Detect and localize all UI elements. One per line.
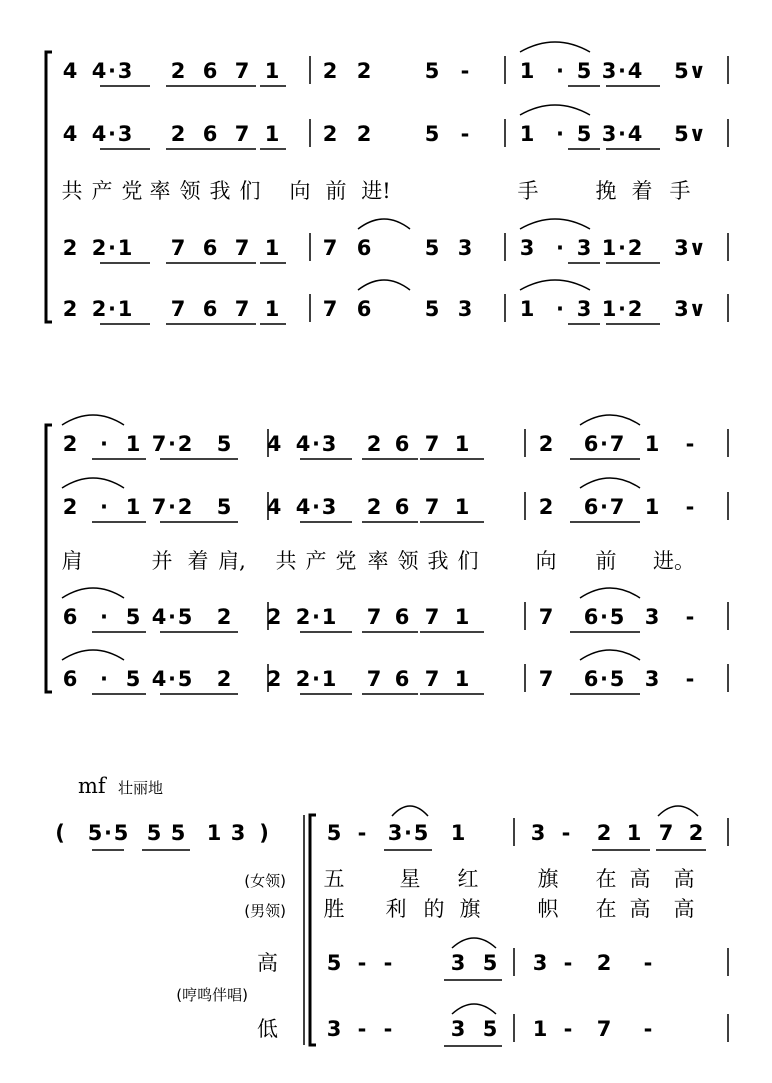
note-s1-r4-m3-dot: · [618, 236, 626, 260]
low-part-label: 低 [257, 1017, 278, 1041]
note-s2-r1-m3-dot: · [600, 432, 608, 456]
low-note: 3 [450, 1017, 466, 1041]
system-bracket [46, 425, 52, 692]
note-s1-r4-m1: 6 [202, 236, 218, 260]
note-s1-r4-m3: 3 [576, 236, 592, 260]
slur [358, 219, 410, 229]
note-s2-r2-m2: 1 [454, 495, 470, 519]
note-s1-r5-m2: 3 [457, 297, 473, 321]
note-s2-r2-m2: 4 [266, 495, 282, 519]
note-s2-r5-m3: 3 [644, 667, 660, 691]
lead-note-a: 3 [387, 821, 403, 845]
note-s1-r2-m1: 1 [264, 122, 280, 146]
low-note: - [357, 1017, 367, 1041]
note-s2-r5-m2: 2 [266, 667, 282, 691]
lyric-char: 的 [423, 897, 445, 921]
note-s2-r2-m2: 7 [424, 495, 440, 519]
lyric-char: 进! [361, 179, 391, 203]
intro-note: 3 [230, 821, 246, 845]
intro-note: 5 [146, 821, 162, 845]
note-s1-r5-m1: 7 [170, 297, 186, 321]
note-s2-r4-m1: 2 [216, 605, 232, 629]
note-s1-r4-m2: 3 [457, 236, 473, 260]
slur [520, 42, 590, 52]
intro-note-b: 5 [113, 821, 129, 845]
note-s1-r4-m1: 7 [170, 236, 186, 260]
note-s1-r5-m1-a: 2 [91, 297, 107, 321]
note-s1-r1-m1-dot: · [108, 59, 116, 83]
lyric-char: 五 [323, 867, 345, 891]
note-s2-r2-m1: 2 [62, 495, 78, 519]
note-s1-r4-m2: 5 [424, 236, 440, 260]
note-s2-r2-m2-dot: · [312, 495, 320, 519]
note-s2-r5-m1-a: 4 [151, 667, 167, 691]
note-s2-r4-m3-dot: · [600, 605, 608, 629]
note-s2-r4-m1-b: 5 [177, 605, 193, 629]
note-s1-r5-m2: 7 [322, 297, 338, 321]
note-s2-r5-m2: 1 [454, 667, 470, 691]
lyric-char: 肩 [61, 549, 83, 573]
note-s2-r2-m3-a: 6 [583, 495, 599, 519]
lyric-char: 率 [367, 549, 389, 573]
note-s2-r1-m1: · [100, 432, 108, 456]
note-s2-r5-m3-a: 6 [583, 667, 599, 691]
lyric-char: 手 [669, 179, 691, 203]
note-s2-r1-m2-a: 4 [295, 432, 311, 456]
note-s2-r1-m3: 2 [538, 432, 554, 456]
low-note: - [643, 1017, 653, 1041]
lead-note: 5 [326, 821, 342, 845]
note-s1-r5-m1-dot: · [108, 297, 116, 321]
note-s2-r2-m1-dot: · [168, 495, 176, 519]
note-s2-r1-m3: 1 [644, 432, 660, 456]
note-s1-r1-m1: 2 [170, 59, 186, 83]
note-s2-r2-m1: 5 [216, 495, 232, 519]
expression-mark: 壮丽地 [118, 779, 164, 797]
note-s1-r2-m3: · [556, 122, 564, 146]
note-s2-r2-m2-a: 4 [295, 495, 311, 519]
lyric-char: 我 [427, 549, 449, 573]
lyric-char: 共 [275, 549, 297, 573]
note-s1-r2-m1: 4 [62, 122, 78, 146]
low-note: 5 [482, 1017, 498, 1041]
lyric-char: 进。 [653, 549, 695, 573]
note-s1-r1-m1-a: 4 [91, 59, 107, 83]
lyric-char: 帜 [537, 897, 559, 921]
system-bracket [310, 815, 316, 1045]
slur [62, 650, 124, 660]
note-s2-r4-m2: 2 [266, 605, 282, 629]
note-s2-r2-m1-a: 7 [151, 495, 167, 519]
note-s2-r4-m1-a: 4 [151, 605, 167, 629]
note-s2-r2-m2-b: 3 [321, 495, 337, 519]
note-s2-r1-m2: 6 [394, 432, 410, 456]
note-s2-r4-m3-b: 5 [609, 605, 625, 629]
note-s1-r1-m2: 2 [356, 59, 372, 83]
note-s2-r4-m1-dot: · [168, 605, 176, 629]
slur [520, 219, 590, 229]
note-s2-r5-m3-b: 5 [609, 667, 625, 691]
lyric-char: 率 [149, 179, 171, 203]
intro-note: 5 [170, 821, 186, 845]
lyric-char: 星 [399, 867, 421, 891]
low-note: 1 [532, 1017, 548, 1041]
note-s2-r5-m2-dot: · [312, 667, 320, 691]
system-bracket [46, 52, 52, 322]
intro-note: ( [55, 821, 65, 845]
high-note: - [643, 951, 653, 975]
lyric-char: 领 [397, 549, 419, 573]
lyric-char: 党 [121, 179, 143, 203]
note-s1-r5-m1: 6 [202, 297, 218, 321]
note-s2-r4-m2-b: 1 [321, 605, 337, 629]
note-s2-r1-m3-a: 6 [583, 432, 599, 456]
lyric-char: 胜 [323, 897, 345, 921]
note-s1-r1-m2: 5 [424, 59, 440, 83]
note-s1-r2-m1-b: 3 [117, 122, 133, 146]
high-note: - [563, 951, 573, 975]
note-s2-r5-m3: 7 [538, 667, 554, 691]
note-s1-r2-m2: - [460, 122, 470, 146]
lead-note: 2 [596, 821, 612, 845]
low-note: - [563, 1017, 573, 1041]
lyric-char: 旗 [459, 897, 481, 921]
lead-note: - [357, 821, 367, 845]
note-s1-r2-m2: 2 [356, 122, 372, 146]
lead-note: 3 [530, 821, 546, 845]
note-s2-r2-m1: 1 [125, 495, 141, 519]
note-s1-r1-m1: 4 [62, 59, 78, 83]
high-note: 3 [532, 951, 548, 975]
note-s1-r1-m3: 1 [519, 59, 535, 83]
lyric-char: 手 [517, 179, 539, 203]
note-s2-r1-m3-b: 7 [609, 432, 625, 456]
note-s1-r5-m3: 3∨ [674, 297, 706, 321]
lyric-char: 领 [179, 179, 201, 203]
note-s1-r5-m3: · [556, 297, 564, 321]
intro-note: 1 [206, 821, 222, 845]
note-s1-r1-m3: 5 [576, 59, 592, 83]
note-s1-r2-m2: 5 [424, 122, 440, 146]
slur [452, 938, 496, 948]
high-note: 5 [482, 951, 498, 975]
slur [392, 806, 428, 816]
note-s1-r2-m3: 5∨ [674, 122, 706, 146]
note-s1-r5-m1: 1 [264, 297, 280, 321]
note-s1-r1-m1-b: 3 [117, 59, 133, 83]
note-s1-r5-m3: 3 [576, 297, 592, 321]
slur [452, 1004, 496, 1014]
note-s1-r2-m2: 2 [322, 122, 338, 146]
slur [580, 415, 640, 425]
note-s1-r1-m1: 1 [264, 59, 280, 83]
note-s2-r2-m2: 2 [366, 495, 382, 519]
note-s2-r4-m3: - [685, 605, 695, 629]
note-s2-r4-m3: 7 [538, 605, 554, 629]
lyric-char: 前 [595, 549, 617, 573]
lyric-char: 前 [325, 179, 347, 203]
note-s1-r1-m3: 5∨ [674, 59, 706, 83]
note-s2-r5-m2-b: 1 [321, 667, 337, 691]
system-3 [310, 815, 316, 1045]
intro-note-a: 5 [87, 821, 103, 845]
lyric-char: 产 [91, 179, 113, 203]
slur [520, 105, 590, 115]
lyric-char: 向 [535, 549, 557, 573]
note-s2-r2-m3: - [685, 495, 695, 519]
note-s2-r1-m2: 2 [366, 432, 382, 456]
note-s2-r5-m3-dot: · [600, 667, 608, 691]
lead-note-dot: · [404, 821, 412, 845]
lead-note: 7 [658, 821, 674, 845]
note-s2-r1-m1-dot: · [168, 432, 176, 456]
note-s2-r1-m1-a: 7 [151, 432, 167, 456]
lyric-char: 高 [629, 897, 651, 921]
note-s1-r4-m1: 7 [234, 236, 250, 260]
note-s2-r5-m1: · [100, 667, 108, 691]
slur [658, 806, 698, 816]
note-s2-r4-m2-a: 2 [295, 605, 311, 629]
note-s2-r2-m3-dot: · [600, 495, 608, 519]
note-s1-r2-m3-dot: · [618, 122, 626, 146]
note-s1-r4-m2: 6 [356, 236, 372, 260]
lyric-char: 们 [239, 179, 261, 203]
note-s2-r5-m1: 6 [62, 667, 78, 691]
lead-note: 1 [626, 821, 642, 845]
note-s1-r4-m1: 1 [264, 236, 280, 260]
lead-note: 2 [688, 821, 704, 845]
lyric-char: 们 [457, 549, 479, 573]
note-s2-r1-m2: 7 [424, 432, 440, 456]
note-s1-r4-m2: 7 [322, 236, 338, 260]
note-s2-r4-m2: 1 [454, 605, 470, 629]
note-s1-r5-m1-b: 1 [117, 297, 133, 321]
lyric-char: 我 [209, 179, 231, 203]
note-s2-r5-m1: 2 [216, 667, 232, 691]
lyric-char: 共 [61, 179, 83, 203]
note-s1-r4-m1-b: 1 [117, 236, 133, 260]
note-s2-r1-m1: 1 [125, 432, 141, 456]
note-s2-r1-m1-b: 2 [177, 432, 193, 456]
intro-note-dot: · [104, 821, 112, 845]
note-s1-r2-m1-dot: · [108, 122, 116, 146]
note-s1-r2-m1-a: 4 [91, 122, 107, 146]
note-s1-r1-m3-dot: · [618, 59, 626, 83]
note-s2-r1-m2: 1 [454, 432, 470, 456]
system-1 [46, 52, 52, 322]
note-s1-r4-m1-dot: · [108, 236, 116, 260]
note-s1-r5-m3-b: 2 [627, 297, 643, 321]
note-s1-r1-m3: · [556, 59, 564, 83]
note-s1-r5-m3-dot: · [618, 297, 626, 321]
note-s2-r5-m1: 5 [125, 667, 141, 691]
lyric-char: 挽 [595, 179, 617, 203]
note-s1-r4-m3: · [556, 236, 564, 260]
note-s2-r4-m2: 7 [366, 605, 382, 629]
note-s1-r2-m3-b: 4 [627, 122, 643, 146]
lyric-char: 红 [457, 867, 479, 891]
note-s2-r2-m3: 2 [538, 495, 554, 519]
note-s2-r5-m1-b: 5 [177, 667, 193, 691]
note-s1-r1-m2: 2 [322, 59, 338, 83]
hum-label: (哼鸣伴唱) [176, 986, 248, 1004]
note-s2-r4-m1: 5 [125, 605, 141, 629]
note-s1-r1-m1: 7 [234, 59, 250, 83]
high-note: 2 [596, 951, 612, 975]
note-s2-r1-m1: 5 [216, 432, 232, 456]
note-s1-r1-m1: 6 [202, 59, 218, 83]
lyric-char: 向 [289, 179, 311, 203]
lyric-char: 高 [629, 867, 651, 891]
note-s1-r1-m2: - [460, 59, 470, 83]
lead-note: 1 [450, 821, 466, 845]
note-s1-r5-m3-a: 1 [601, 297, 617, 321]
note-s2-r4-m3-a: 6 [583, 605, 599, 629]
note-s2-r4-m2: 7 [424, 605, 440, 629]
lyric-char: 高 [673, 897, 695, 921]
note-s2-r1-m3: - [685, 432, 695, 456]
note-s1-r4-m1-a: 2 [91, 236, 107, 260]
slur [62, 588, 124, 598]
slur [62, 478, 124, 488]
lyric-char: 并 [151, 549, 173, 573]
note-s1-r1-m3-b: 4 [627, 59, 643, 83]
slur [580, 650, 640, 660]
note-s2-r1-m1: 2 [62, 432, 78, 456]
note-s1-r2-m3: 5 [576, 122, 592, 146]
slur [580, 478, 640, 488]
note-s2-r5-m3: - [685, 667, 695, 691]
note-s2-r5-m1-dot: · [168, 667, 176, 691]
note-s2-r2-m1: · [100, 495, 108, 519]
lyric-char: 在 [595, 897, 617, 921]
note-s1-r5-m1: 7 [234, 297, 250, 321]
note-s1-r2-m1: 7 [234, 122, 250, 146]
note-s1-r1-m3-a: 3 [601, 59, 617, 83]
high-note: 3 [450, 951, 466, 975]
note-s1-r5-m2: 5 [424, 297, 440, 321]
note-s1-r2-m3-a: 3 [601, 122, 617, 146]
intro-note: ) [259, 821, 269, 845]
high-note: 5 [326, 951, 342, 975]
lyric-char: 高 [673, 867, 695, 891]
lead-female-label: (女领) [244, 872, 286, 890]
note-s1-r4-m3-a: 1 [601, 236, 617, 260]
note-s2-r1-m2-b: 3 [321, 432, 337, 456]
high-note: - [383, 951, 393, 975]
note-s1-r4-m3-b: 2 [627, 236, 643, 260]
note-s1-r5-m1: 2 [62, 297, 78, 321]
slur [580, 588, 640, 598]
low-note: 3 [326, 1017, 342, 1041]
note-s1-r4-m3: 3∨ [674, 236, 706, 260]
lead-note-b: 5 [413, 821, 429, 845]
lyric-char: 在 [595, 867, 617, 891]
lyric-char: 产 [305, 549, 327, 573]
note-s2-r5-m2: 7 [424, 667, 440, 691]
note-s2-r1-m2-dot: · [312, 432, 320, 456]
slur [520, 280, 590, 290]
note-s2-r1-m2: 4 [266, 432, 282, 456]
lyric-char: 利 [385, 897, 407, 921]
low-note: 7 [596, 1017, 612, 1041]
note-s1-r2-m3: 1 [519, 122, 535, 146]
note-s2-r2-m3-b: 7 [609, 495, 625, 519]
note-s1-r5-m2: 6 [356, 297, 372, 321]
note-s1-r5-m3: 1 [519, 297, 535, 321]
note-s1-r4-m3: 3 [519, 236, 535, 260]
note-s2-r5-m2-a: 2 [295, 667, 311, 691]
low-note: - [383, 1017, 393, 1041]
note-s2-r2-m3: 1 [644, 495, 660, 519]
note-s2-r5-m2: 7 [366, 667, 382, 691]
lead-male-label: (男领) [244, 902, 286, 920]
slur [358, 280, 410, 290]
lyric-char: 旗 [537, 867, 559, 891]
note-s2-r4-m3: 3 [644, 605, 660, 629]
note-s2-r4-m2: 6 [394, 605, 410, 629]
note-s2-r4-m1: 6 [62, 605, 78, 629]
high-part-label: 高 [257, 951, 278, 975]
dynamic-mark: mf [78, 774, 106, 798]
note-s2-r4-m2-dot: · [312, 605, 320, 629]
lyric-char: 党 [335, 549, 357, 573]
note-s2-r4-m1: · [100, 605, 108, 629]
high-note: - [357, 951, 367, 975]
note-s1-r2-m1: 6 [202, 122, 218, 146]
system-2 [46, 425, 52, 692]
lead-note: - [561, 821, 571, 845]
slur [62, 415, 124, 425]
note-s2-r5-m2: 6 [394, 667, 410, 691]
lyric-char: 着 [187, 549, 209, 573]
note-s2-r2-m1-b: 2 [177, 495, 193, 519]
note-s2-r2-m2: 6 [394, 495, 410, 519]
lyric-char: 着 [631, 179, 653, 203]
lyric-char: 肩, [218, 549, 246, 573]
note-s1-r4-m1: 2 [62, 236, 78, 260]
note-s1-r2-m1: 2 [170, 122, 186, 146]
